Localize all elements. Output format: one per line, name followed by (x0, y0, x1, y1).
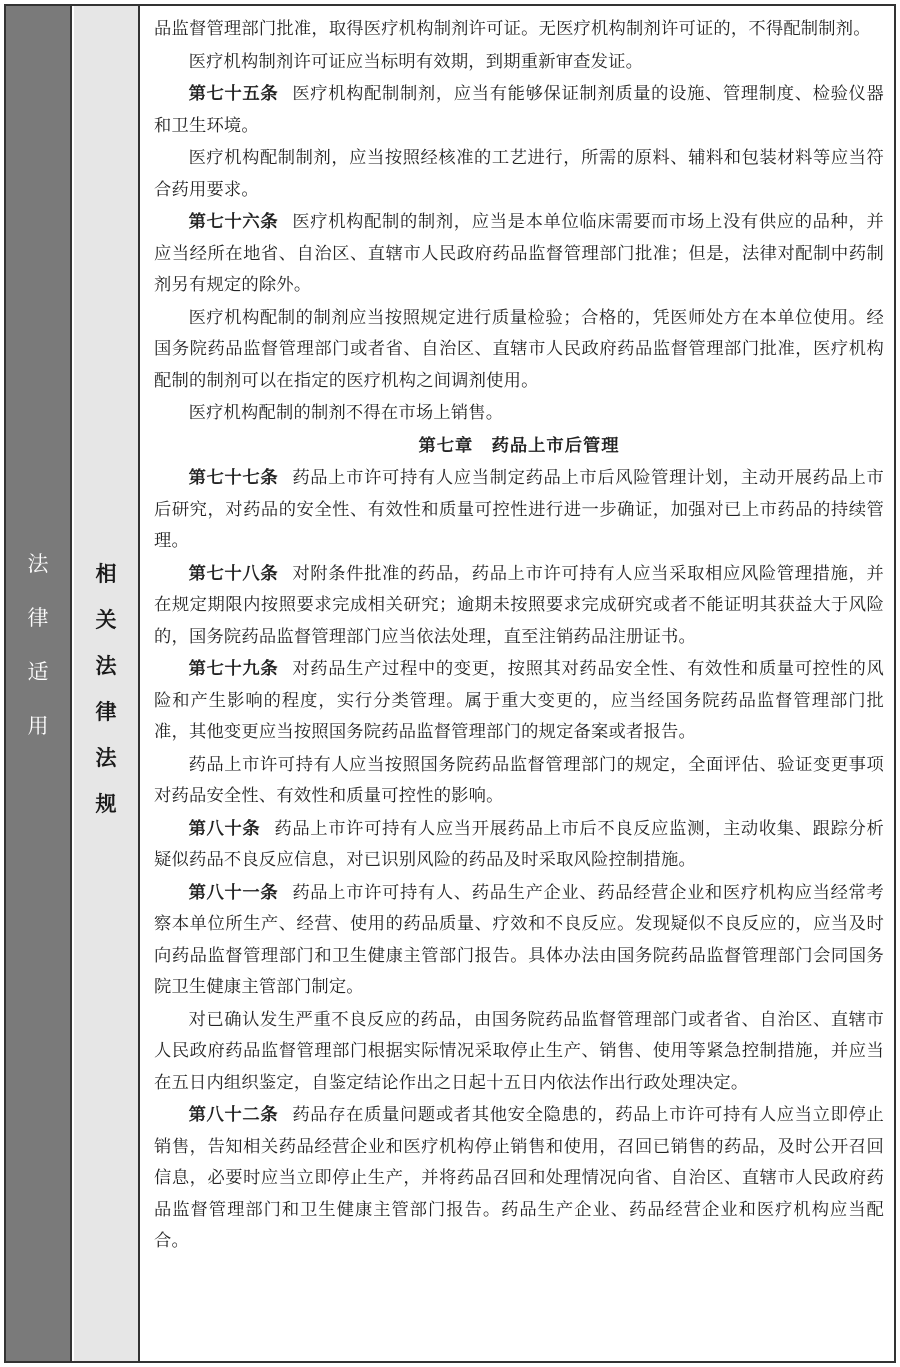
article-paragraph (154, 654, 884, 749)
category-column (6, 6, 72, 1361)
article-number: 第八十二条 (188, 1105, 279, 1125)
article-paragraph (154, 463, 884, 558)
law-text-content (142, 6, 894, 1361)
article-number: 第八十一条 (188, 882, 279, 903)
paragraph-text: 品监督管理部门批准，取得医疗机构制剂许可证。无医疗机构制剂许可证的，不得配制制剂。 (154, 19, 871, 39)
paragraph (154, 1005, 884, 1100)
paragraph-text: 对药品生产过程中的变更，按照其对药品安全性、有效性和质量可控性的风险和产生影响的程度，实行分类管理。属于重大变更的，应当经国务院药品监督管理部门批准，其他变更应当按照国务院药品监督管理部门的规定备案或者报告。 (154, 659, 884, 742)
category-char: 律 (27, 606, 49, 630)
article-paragraph (154, 814, 884, 877)
paragraph-text: 药品上市许可持有人应当制定药品上市后风险管理计划，主动开展药品上市后研究，对药品的安全性、有效性和质量可控性进行进一步确证，加强对已上市药品的持续管理。 (154, 468, 884, 551)
article-paragraph (154, 878, 884, 1004)
paragraph-text: 药品上市许可持有人应当按照国务院药品监督管理部门的规定，全面评估、验证变更事项对药品安全性、有效性和质量可控性的影响。 (154, 754, 884, 806)
article-number: 第七十七条 (188, 468, 279, 488)
category-label (6, 549, 70, 765)
subcategory-char: 法 (95, 746, 117, 770)
category-char: 用 (27, 714, 49, 738)
subcategory-char: 相 (95, 562, 117, 586)
subcategory-char: 规 (95, 792, 117, 816)
paragraph-text: 医疗机构配制的制剂应当按照规定进行质量检验；合格的，凭医师处方在本单位使用。经国务院药品监督管理部门或者省、自治区、直辖市人民政府药品监督管理部门批准，医疗机构配制的制剂可以在指定的医疗机构之间调剂使用。 (154, 307, 884, 391)
article-paragraph (154, 207, 884, 302)
paragraph (154, 143, 884, 206)
article-number: 第七十九条 (188, 659, 279, 679)
paragraph-continuation (154, 14, 884, 46)
paragraph-text: 药品上市许可持有人、药品生产企业、药品经营企业和医疗机构应当经常考察本单位所生产、经营、使用的药品质量、疗效和不良反应。发现疑似不良反应的，应当及时向药品监督管理部门和卫生健康主管部门报告。具体办法由国务院药品监督管理部门会同国务院卫生健康主管部门制定。 (154, 882, 884, 997)
subcategory-char: 关 (95, 608, 117, 632)
paragraph (154, 47, 884, 79)
subcategory-char: 律 (95, 700, 117, 724)
category-char: 法 (27, 552, 49, 576)
paragraph-text: 医疗机构配制制剂，应当按照经核准的工艺进行，所需的原料、辅料和包装材料等应当符合药用要求。 (154, 148, 884, 200)
category-char: 适 (27, 660, 49, 684)
paragraph (154, 303, 884, 398)
paragraph-text: 医疗机构配制的制剂不得在市场上销售。 (188, 403, 504, 423)
paragraph-text: 药品上市许可持有人应当开展药品上市后不良反应监测，主动收集、跟踪分析疑似药品不良反应信息，对已识别风险的药品及时采取风险控制措施。 (154, 818, 884, 870)
subcategory-column (74, 6, 140, 1361)
paragraph-text: 医疗机构配制的制剂，应当是本单位临床需要而市场上没有供应的品种，并应当经所在地省、自治区、直辖市人民政府药品监督管理部门批准；但是，法律对配制中药制剂另有规定的除外。 (154, 212, 884, 295)
article-number: 第七十六条 (188, 212, 279, 232)
article-number: 第八十条 (188, 818, 261, 839)
article-paragraph (154, 559, 884, 654)
paragraph-text: 对已确认发生严重不良反应的药品，由国务院药品监督管理部门或者省、自治区、直辖市人民政府药品监督管理部门根据实际情况采取停止生产、销售、使用等紧急控制措施，并应当在五日内组织鉴定，自鉴定结论作出之日起十五日内依法作出行政处理决定。 (154, 1009, 884, 1093)
chapter-heading: 第七章 药品上市后管理 (418, 435, 620, 456)
article-number: 第七十八条 (188, 563, 279, 584)
article-number: 第七十五条 (188, 84, 279, 104)
subcategory-label (74, 559, 138, 835)
paragraph (154, 750, 884, 813)
subcategory-char: 法 (95, 654, 117, 678)
paragraph (154, 398, 884, 430)
paragraph-text: 医疗机构制剂许可证应当标明有效期，到期重新审查发证。 (188, 51, 644, 72)
paragraph-text: 医疗机构配制制剂，应当有能够保证制剂质量的设施、管理制度、检验仪器和卫生环境。 (154, 84, 884, 136)
paragraph-text: 对附条件批准的药品，药品上市许可持有人应当采取相应风险管理措施，并在规定期限内按照要求完成相关研究；逾期未按照要求完成研究或者不能证明其获益大于风险的，国务院药品监督管理部门应当依法处理，直至注销药品注册证书。 (154, 563, 884, 647)
article-paragraph (154, 79, 884, 142)
paragraph-text: 药品存在质量问题或者其他安全隐患的，药品上市许可持有人应当立即停止销售，告知相关药品经营企业和医疗机构停止销售和使用，召回已销售的药品，及时公开召回信息，必要时应当立即停止生产，并将药品召回和处理情况向省、自治区、直辖市人民政府药品监督管理部门和卫生健康主管部门报告。药品生产企业、药品经营企业和医疗机构应当配合。 (154, 1105, 884, 1251)
article-paragraph (154, 1100, 884, 1258)
